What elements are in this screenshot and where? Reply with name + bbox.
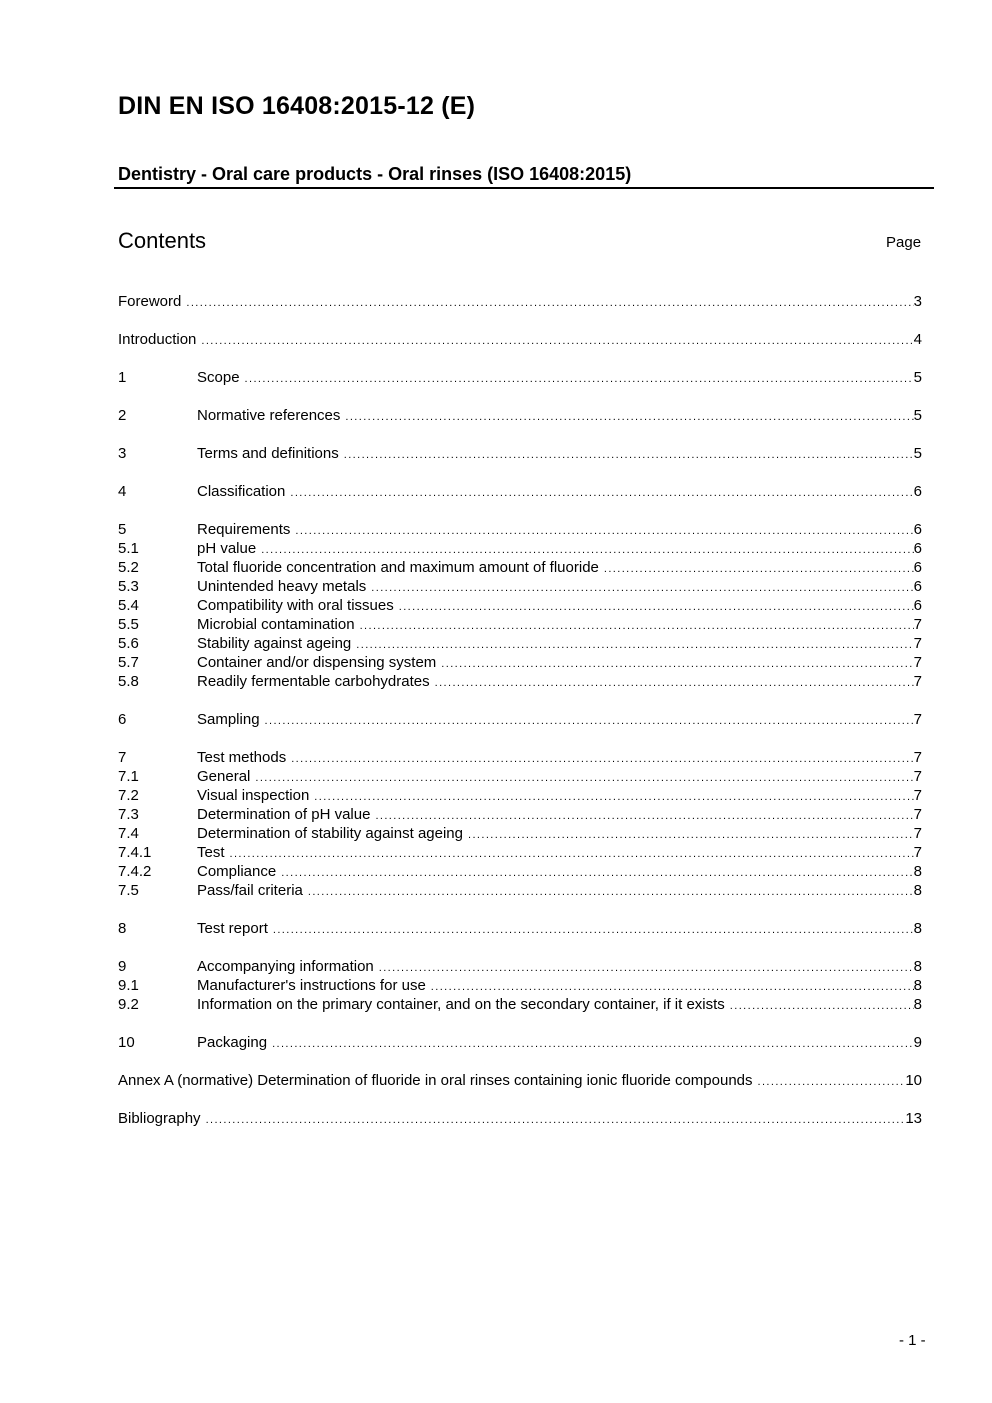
toc-page: 6 — [913, 483, 922, 500]
toc-title: Sampling — [197, 711, 260, 728]
toc-title: Introduction — [118, 331, 197, 348]
toc-page: 7 — [913, 635, 922, 652]
toc-number: 9.2 — [118, 996, 139, 1013]
toc-entry-5[interactable] — [118, 520, 922, 539]
dot-leader — [344, 446, 914, 465]
title-divider — [114, 187, 934, 189]
toc-page: 5 — [913, 407, 922, 424]
toc-page: 7 — [913, 768, 922, 785]
toc-number: 5.7 — [118, 654, 139, 671]
toc-title: Packaging — [197, 1034, 268, 1051]
toc-entry-7-4-2[interactable] — [118, 862, 922, 881]
dot-leader — [308, 883, 914, 902]
toc-page: 7 — [913, 673, 922, 690]
dot-leader — [206, 1111, 906, 1130]
toc-title: Scope — [197, 369, 240, 386]
toc-number: 7.4.2 — [118, 863, 152, 880]
toc-entry-bibliography[interactable] — [118, 1109, 922, 1128]
dot-leader — [730, 997, 914, 1016]
toc-entry-6[interactable] — [118, 710, 922, 729]
toc-title: Annex A (normative) Determination of fluoride in oral rinses containing ionic fluoride compounds — [118, 1072, 753, 1089]
toc-number: 5.3 — [118, 578, 139, 595]
toc-entry-2[interactable] — [118, 406, 922, 425]
toc-title: Pass/fail criteria — [197, 882, 303, 899]
toc-title: Test methods — [197, 749, 287, 766]
toc-title: Test report — [197, 920, 268, 937]
toc-page: 7 — [913, 787, 922, 804]
toc-number: 10 — [118, 1034, 135, 1051]
toc-entry-7-4-1[interactable] — [118, 843, 922, 862]
toc-page: 13 — [905, 1110, 922, 1127]
toc-title: Bibliography — [118, 1110, 201, 1127]
toc-number: 5.8 — [118, 673, 139, 690]
dot-leader — [273, 921, 914, 940]
toc-title: Unintended heavy metals — [197, 578, 367, 595]
toc-page: 5 — [913, 445, 922, 462]
toc-title: Compliance — [197, 863, 277, 880]
toc-title: Classification — [197, 483, 286, 500]
toc-page: 7 — [913, 825, 922, 842]
toc-page: 8 — [913, 882, 922, 899]
toc-page: 8 — [913, 863, 922, 880]
toc-number: 2 — [118, 407, 127, 424]
toc-entry-7-5[interactable] — [118, 881, 922, 900]
toc-number: 7.3 — [118, 806, 139, 823]
toc-title: Stability against ageing — [197, 635, 352, 652]
toc-page: 9 — [913, 1034, 922, 1051]
toc-entry-7-1[interactable] — [118, 767, 922, 786]
toc-number: 7 — [118, 749, 127, 766]
toc-number: 7.1 — [118, 768, 139, 785]
dot-leader — [201, 332, 913, 351]
toc-entry-foreword[interactable] — [118, 292, 922, 311]
toc-entry-5-3[interactable] — [118, 577, 922, 596]
toc-title: Determination of stability against ageing — [197, 825, 463, 842]
toc-page: 7 — [913, 844, 922, 861]
toc-page: 8 — [913, 920, 922, 937]
toc-number: 3 — [118, 445, 127, 462]
toc-title: pH value — [197, 540, 257, 557]
toc-number: 5.1 — [118, 540, 139, 557]
dot-leader — [272, 1035, 914, 1054]
toc-title: Manufacturer's instructions for use — [197, 977, 426, 994]
toc-title: Terms and definitions — [197, 445, 339, 462]
toc-title: Accompanying information — [197, 958, 374, 975]
toc-entry-7-2[interactable] — [118, 786, 922, 805]
page-number: - 1 - — [899, 1332, 926, 1349]
toc-entry-9-2[interactable] — [118, 995, 922, 1014]
toc-number: 7.5 — [118, 882, 139, 899]
toc-number: 7.4.1 — [118, 844, 152, 861]
toc-number: 6 — [118, 711, 127, 728]
toc-page: 8 — [913, 958, 922, 975]
toc-title: Information on the primary container, and on the secondary container, if it exists — [197, 996, 725, 1013]
toc-title: Total fluoride concentration and maximum amount of fluoride — [197, 559, 599, 576]
dot-leader — [186, 294, 913, 313]
toc-entry-4[interactable] — [118, 482, 922, 501]
toc-page: 6 — [913, 540, 922, 557]
toc-entry-1[interactable] — [118, 368, 922, 387]
toc-number: 1 — [118, 369, 127, 386]
toc-page: 7 — [913, 749, 922, 766]
toc-entry-3[interactable] — [118, 444, 922, 463]
toc-entry-5-1[interactable] — [118, 539, 922, 558]
toc-page: 4 — [913, 331, 922, 348]
page-column-label: Page — [886, 234, 922, 251]
toc-title: Normative references — [197, 407, 341, 424]
toc-entry-7-3[interactable] — [118, 805, 922, 824]
toc-number: 5.6 — [118, 635, 139, 652]
toc-page: 10 — [905, 1072, 922, 1089]
toc-page: 5 — [913, 369, 922, 386]
toc-number: 7.2 — [118, 787, 139, 804]
toc-number: 7.4 — [118, 825, 139, 842]
dot-leader — [435, 674, 914, 693]
toc-number: 8 — [118, 920, 127, 937]
toc-page: 7 — [913, 616, 922, 633]
toc-page: 8 — [913, 996, 922, 1013]
toc-page: 3 — [913, 293, 922, 310]
table-of-contents — [118, 292, 922, 1128]
toc-title: General — [197, 768, 251, 785]
toc-number: 9 — [118, 958, 127, 975]
toc-number: 5 — [118, 521, 127, 538]
toc-entry-8[interactable] — [118, 919, 922, 938]
dot-leader — [245, 370, 914, 389]
toc-entry-5-6[interactable] — [118, 634, 922, 653]
toc-title: Test — [197, 844, 225, 861]
toc-entry-9[interactable] — [118, 957, 922, 976]
toc-page: 7 — [913, 711, 922, 728]
document-subtitle: Dentistry - Oral care products - Oral rinses (ISO 16408:2015) — [118, 164, 632, 184]
toc-title: Visual inspection — [197, 787, 310, 804]
toc-page: 6 — [913, 559, 922, 576]
toc-title: Requirements — [197, 521, 291, 538]
dot-leader — [758, 1073, 906, 1092]
toc-entry-5-8[interactable] — [118, 672, 922, 691]
toc-page: 7 — [913, 806, 922, 823]
toc-title: Determination of pH value — [197, 806, 371, 823]
toc-entry-introduction[interactable] — [118, 330, 922, 349]
toc-page: 7 — [913, 654, 922, 671]
toc-entry-5-7[interactable] — [118, 653, 922, 672]
toc-number: 9.1 — [118, 977, 139, 994]
toc-entry-annex-a[interactable] — [118, 1071, 922, 1090]
toc-number: 5.5 — [118, 616, 139, 633]
toc-number: 5.4 — [118, 597, 139, 614]
dot-leader — [290, 484, 913, 503]
contents-heading: Contents — [118, 228, 207, 253]
toc-entry-7[interactable] — [118, 748, 922, 767]
toc-title: Foreword — [118, 293, 182, 310]
dot-leader — [265, 712, 914, 731]
toc-entry-5-2[interactable] — [118, 558, 922, 577]
document-title: DIN EN ISO 16408:2015-12 (E) — [118, 92, 476, 120]
toc-page: 8 — [913, 977, 922, 994]
toc-entry-7-4[interactable] — [118, 824, 922, 843]
toc-entry-9-1[interactable] — [118, 976, 922, 995]
toc-title: Microbial contamination — [197, 616, 355, 633]
toc-entry-10[interactable] — [118, 1033, 922, 1052]
toc-title: Readily fermentable carbohydrates — [197, 673, 430, 690]
toc-entry-5-4[interactable] — [118, 596, 922, 615]
toc-page: 6 — [913, 578, 922, 595]
toc-title: Container and/or dispensing system — [197, 654, 437, 671]
toc-title: Compatibility with oral tissues — [197, 597, 394, 614]
toc-entry-5-5[interactable] — [118, 615, 922, 634]
toc-page: 6 — [913, 521, 922, 538]
toc-number: 4 — [118, 483, 127, 500]
toc-number: 5.2 — [118, 559, 139, 576]
toc-page: 6 — [913, 597, 922, 614]
dot-leader — [345, 408, 913, 427]
